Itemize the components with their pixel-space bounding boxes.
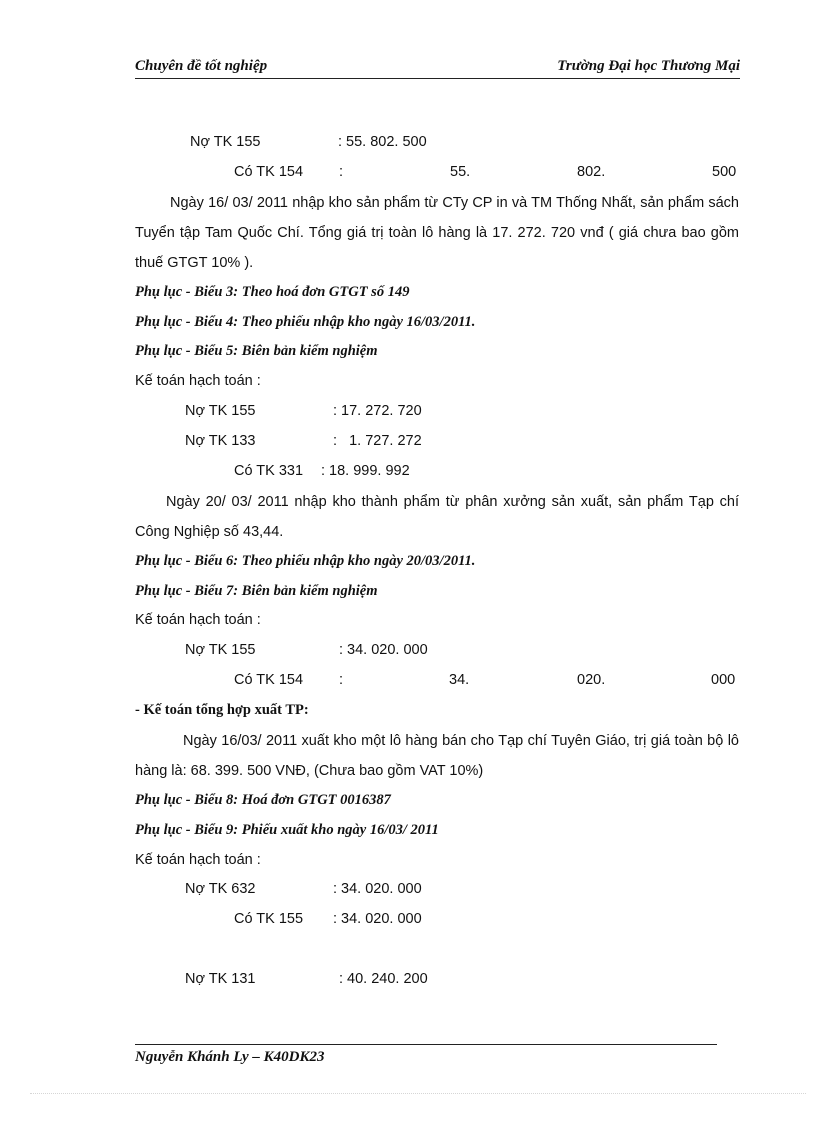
entry3-credit-part1: 34. xyxy=(449,672,470,688)
entry1-credit-colon: : xyxy=(339,164,344,180)
appendix-bieu-5: Phụ lục - Biểu 5: Biên bản kiểm nghiệm xyxy=(135,343,378,359)
paragraph-import-16-03: Ngày 16/ 03/ 2011 nhập kho sản phẩm từ CTy CP in và TM Thống Nhất, sản phẩm sách Tuyển tập Tam Quốc Chí. Tổng giá trị toàn lô hàng là 17. 272. 720 vnđ ( giá chưa bao gồm thuế GTGT 10% ). xyxy=(135,195,739,271)
entry4-credit-amount: : 34. 020. 000 xyxy=(333,911,422,927)
entry3-credit-label: Có TK 154 xyxy=(234,672,304,688)
entry1-credit-part3: 500 xyxy=(712,164,737,180)
entry4-debit-label: Nợ TK 632 xyxy=(185,881,256,897)
entry3-credit-colon: : xyxy=(339,672,344,688)
entry2-debit2-label: Nợ TK 133 xyxy=(185,433,256,449)
entry1-credit-part1: 55. xyxy=(450,164,471,180)
entry4-debit-amount: : 34. 020. 000 xyxy=(333,881,422,897)
accounting-label-3: Kế toán hạch toán : xyxy=(135,852,261,868)
header-right-title: Trường Đại học Thương Mại xyxy=(557,58,740,74)
header-divider xyxy=(135,78,740,79)
entry4-credit-label: Có TK 155 xyxy=(234,911,304,927)
appendix-bieu-8: Phụ lục - Biểu 8: Hoá đơn GTGT 0016387 xyxy=(135,792,391,808)
entry2-debit2-amount: : 1. 727. 272 xyxy=(333,433,422,449)
entry2-credit-label: Có TK 331 xyxy=(234,463,304,479)
paragraph-export-16-03: Ngày 16/03/ 2011 xuất kho một lô hàng bán cho Tạp chí Tuyên Giáo, trị giá toàn bộ lô hàng là: 68. 399. 500 VNĐ, (Chưa bao gồm VAT 10%) xyxy=(135,733,739,779)
entry3-debit-label: Nợ TK 155 xyxy=(185,642,256,658)
entry1-debit-amount: : 55. 802. 500 xyxy=(338,134,427,150)
appendix-bieu-6: Phụ lục - Biểu 6: Theo phiếu nhập kho ngày 20/03/2011. xyxy=(135,553,476,569)
accounting-label-1: Kế toán hạch toán : xyxy=(135,373,261,389)
accounting-label-2: Kế toán hạch toán : xyxy=(135,612,261,628)
appendix-bieu-7: Phụ lục - Biểu 7: Biên bản kiểm nghiệm xyxy=(135,583,378,599)
entry2-debit1-amount: : 17. 272. 720 xyxy=(333,403,422,419)
entry3-credit-part3: 000 xyxy=(711,672,736,688)
footer-author: Nguyễn Khánh Ly – K40DK23 xyxy=(135,1049,325,1065)
entry3-debit-amount: : 34. 020. 000 xyxy=(339,642,428,658)
entry1-credit-label: Có TK 154 xyxy=(234,164,304,180)
entry1-credit-part2: 802. xyxy=(577,164,606,180)
entry5-debit-amount: : 40. 240. 200 xyxy=(339,971,428,987)
entry1-debit-label: Nợ TK 155 xyxy=(190,134,261,150)
appendix-bieu-4: Phụ lục - Biểu 4: Theo phiếu nhập kho ngày 16/03/2011. xyxy=(135,314,476,330)
entry2-credit-amount: : 18. 999. 992 xyxy=(321,463,410,479)
entry3-credit-part2: 020. xyxy=(577,672,606,688)
paragraph-import-20-03: Ngày 20/ 03/ 2011 nhập kho thành phẩm từ phân xưởng sản xuất, sản phẩm Tạp chí Công Nghiệp số 43,44. xyxy=(135,494,739,540)
appendix-bieu-3: Phụ lục - Biểu 3: Theo hoá đơn GTGT số 149 xyxy=(135,284,410,300)
appendix-bieu-9: Phụ lục - Biểu 9: Phiếu xuất kho ngày 16/03/ 2011 xyxy=(135,822,439,838)
entry2-debit1-label: Nợ TK 155 xyxy=(185,403,256,419)
entry5-debit-label: Nợ TK 131 xyxy=(185,971,256,987)
footer-divider xyxy=(135,1044,717,1045)
page-bottom-dotted-line xyxy=(30,1093,806,1094)
section-heading-export: - Kế toán tổng hợp xuất TP: xyxy=(135,702,309,718)
header-left-title: Chuyên đề tốt nghiệp xyxy=(135,58,268,74)
